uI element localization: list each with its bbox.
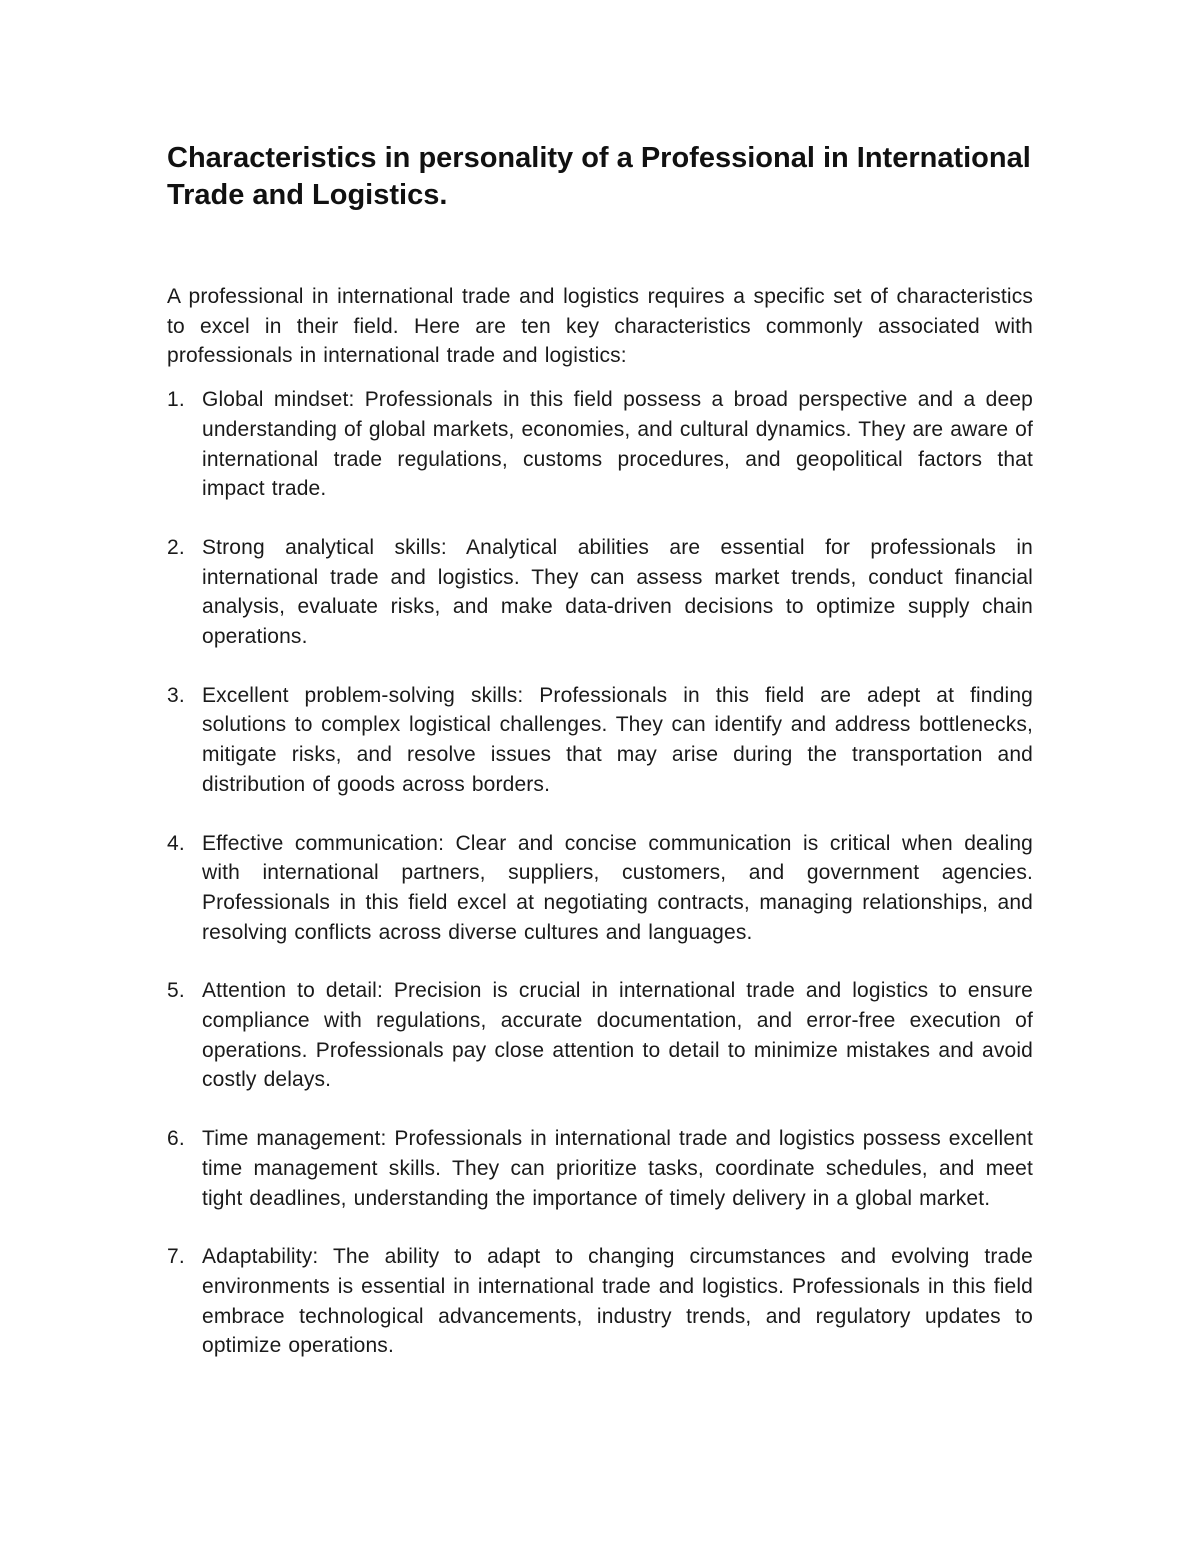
list-item-text: Global mindset: Professionals in this field possess a broad perspective and a deep understanding of global markets, economies, and cultural dynamics. They are aware of international trade regulations, customs procedures, and geopolitical factors that impact trade. <box>202 388 1033 501</box>
list-item-number: 6. <box>167 1127 185 1151</box>
list-item-text: Adaptability: The ability to adapt to changing circumstances and evolving trade environments is essential in international trade and logistics. Professionals in this field embrace technological advancements, industry trends, and regulatory updates to optimize operations. <box>202 1245 1033 1358</box>
document-title: Characteristics in personality of a Professional in International Trade and Logistics. <box>167 142 1031 211</box>
list-item <box>167 1124 1033 1213</box>
characteristics-list <box>167 385 1033 1361</box>
list-item <box>167 533 1033 652</box>
list-item-number: 5. <box>167 979 185 1003</box>
intro-paragraph: A professional in international trade and logistics requires a specific set of characteristics to excel in their field. Here are ten key characteristics commonly associated with professionals in international trade and logistics: <box>167 285 1033 368</box>
list-item-text: Excellent problem-solving skills: Professionals in this field are adept at finding solutions to complex logistical challenges. They can identify and address bottlenecks, mitigate risks, and resolve issues that may arise during the transportation and distribution of goods across borders. <box>202 683 1033 796</box>
list-item <box>167 829 1033 948</box>
list-item <box>167 681 1033 800</box>
list-item-text: Effective communication: Clear and concise communication is critical when dealing with international partners, suppliers, customers, and government agencies. Professionals in this field excel at negotiating contracts, managing relationships, and resolving conflicts across diverse cultures and languages. <box>202 831 1033 944</box>
list-item-text: Time management: Professionals in international trade and logistics possess excellent time management skills. They can prioritize tasks, coordinate schedules, and meet tight deadlines, understanding the importance of timely delivery in a global market. <box>202 1127 1033 1210</box>
list-item <box>167 1242 1033 1361</box>
document-page <box>167 140 1033 1390</box>
list-item-number: 7. <box>167 1245 185 1269</box>
list-item <box>167 385 1033 504</box>
list-item-text: Attention to detail: Precision is crucial in international trade and logistics to ensure compliance with regulations, accurate documentation, and error-free execution of operations. Professionals pay close attention to detail to minimize mistakes and avoid costly delays. <box>202 979 1033 1092</box>
list-item-number: 1. <box>167 388 185 412</box>
list-item <box>167 976 1033 1095</box>
list-item-number: 4. <box>167 831 185 855</box>
list-item-text: Strong analytical skills: Analytical abilities are essential for professionals in international trade and logistics. They can assess market trends, conduct financial analysis, evaluate risks, and make data-driven decisions to optimize supply chain operations. <box>202 535 1033 649</box>
list-item-number: 2. <box>167 535 185 559</box>
list-item-number: 3. <box>167 683 185 707</box>
